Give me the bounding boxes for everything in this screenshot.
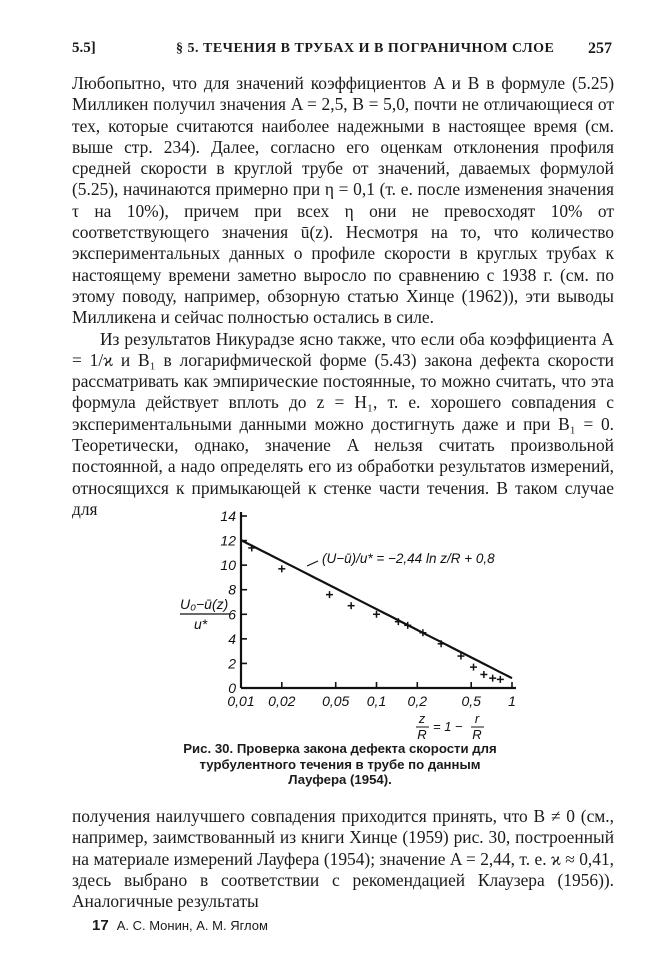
x-label-z: z — [418, 711, 426, 726]
running-header — [72, 40, 612, 64]
y-tick-label: 4 — [228, 630, 236, 647]
data-point — [278, 565, 285, 572]
x-label-mid: = 1 − — [433, 719, 463, 734]
y-label-denominator: u* — [194, 616, 208, 632]
data-point — [470, 664, 477, 671]
x-label-r: R — [417, 727, 427, 742]
x-tick-label: 0,1 — [366, 693, 387, 709]
body-text-bottom — [72, 806, 614, 912]
defect-law-chart — [150, 508, 530, 742]
fit-equation: (U−ū)/u* = −2,44 ln z/R + 0,8 — [322, 551, 495, 566]
figure-caption: Рис. 30. Проверка закона дефекта скорости для турбулентного течения в трубе по данным Лауфера (1954). — [183, 741, 497, 787]
body-text-top — [72, 73, 614, 520]
y-tick-label: 0 — [228, 680, 236, 696]
page-number: 257 — [588, 40, 612, 57]
x-label-R-big: R — [472, 727, 482, 742]
running-title: § 5. ТЕЧЕНИЯ В ТРУБАХ И В ПОГРАНИЧНОМ СЛОЕ — [176, 41, 555, 56]
data-point — [348, 602, 355, 609]
x-tick-label: 0,2 — [407, 693, 428, 709]
x-tick-label: 0,01 — [227, 693, 255, 709]
data-point — [373, 611, 380, 618]
data-point — [489, 675, 496, 682]
data-point — [480, 671, 487, 678]
y-tick-label: 2 — [228, 655, 236, 672]
y-tick-label: 10 — [220, 557, 236, 574]
x-tick-label: 0,02 — [268, 693, 296, 709]
y-tick-label: 14 — [220, 508, 236, 524]
figure-30 — [150, 508, 530, 742]
y-label-numerator: U₀−ū(z) — [180, 596, 229, 612]
x-tick-label: 1 — [508, 693, 516, 709]
chart-ticks — [220, 508, 515, 709]
x-tick-label: 0,5 — [461, 693, 481, 709]
y-tick-label: 6 — [228, 606, 236, 623]
section-number: 5.5] — [72, 40, 96, 56]
paragraph: Из результатов Никурадзе ясно также, что если оба коэффициента A = 1/ϰ и B₁ в логарифмической форме (5.43) закона дефекта скорости рассматривать как эмпирические постоянные, то можно считать, что эта формула действует вплоть до z = H₁, т. е. хорошего совпадения с экспериментальными данными можно достигнуть даже и при B₁ = 0. Теоретически, однако, значение A нельзя считать произвольной постоянной, а надо определять его из обработки результатов измерений, относящихся к примыкающей к стенке части течения. В таком случае для — [72, 328, 614, 519]
x-label-r-small: r — [474, 711, 480, 726]
paragraph: получения наилучшего совпадения приходится принять, что B ≠ 0 (см., например, заимствованный из книги Хинце (1959) рис. 30, построенный на материале измерений Лауфера (1954); значение A = 2,44, т. е. ϰ ≈ 0,41, здесь выбрано в соответствии с рекомендацией Клаузера (1956)). Аналогичные результаты — [72, 806, 614, 912]
data-point — [497, 676, 504, 683]
equation-leader — [307, 561, 318, 566]
y-tick-label: 12 — [220, 532, 236, 549]
x-tick-label: 0,05 — [322, 693, 350, 709]
data-point — [326, 591, 333, 598]
y-tick-label: 8 — [228, 581, 236, 598]
signature-footer: 17 А. С. Монин, А. М. Яглом — [92, 917, 268, 934]
chart-axes — [241, 512, 516, 688]
paragraph: Любопытно, что для значений коэффициентов A и B в формуле (5.25) Милликен получил значения A = 2,5, B = 5,0, почти не отличающиеся от тех, которые считаются наиболее надежными в настоящее время (см. выше стр. 234). Далее, согласно его оценкам отклонения профиля средней скорости в круглой трубе от значений, даваемых формулой (5.25), начинаются примерно при η = 0,1 (т. е. после изменения значения τ на 10%), причем при всех η они не превосходят 10% от соответствующего значения ū(z). Несмотря на то, что количество экспериментальных данных о профиле скорости в круглых трубах к настоящему времени заметно выросло по сравнению с 1938 г. (см. по этому поводу, например, обзорную статью Хинце (1962)), эти выводы Милликена и сейчас полностью остались в силе. — [72, 73, 614, 328]
